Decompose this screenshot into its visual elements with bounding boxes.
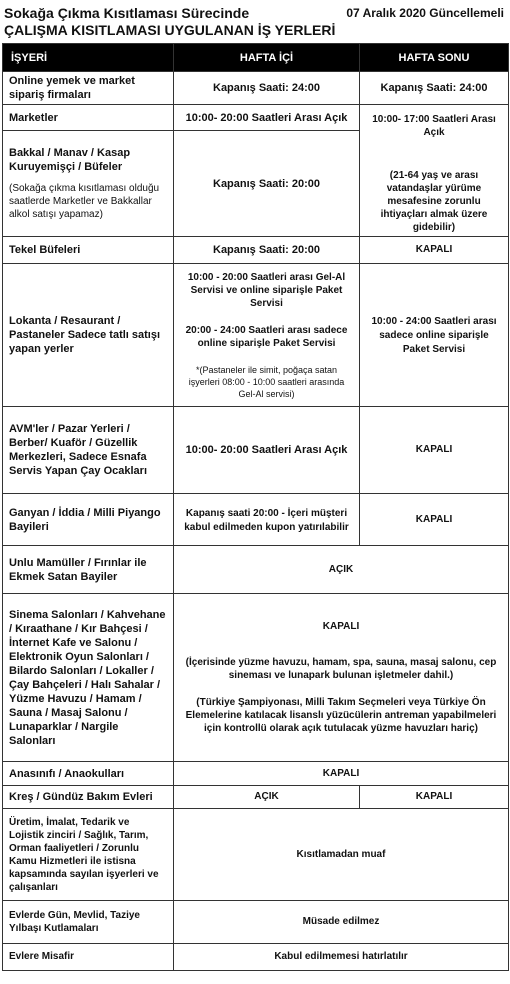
row-category: Tekel Büfeleri [3,237,174,264]
row-both-value: Kabul edilmemesi hatırlatılır [174,944,509,971]
row-category: Online yemek ve market sipariş firmaları [3,72,174,105]
table-row [3,786,509,809]
row-both-value: KAPALI [174,762,509,786]
row-weekend-value [360,105,509,237]
row-category: Kreş / Gündüz Bakım Evleri [3,786,174,809]
row-both-value: Kısıtlamadan muaf [174,809,509,901]
row-both-value [174,594,509,762]
row-category: Unlu Mamüller / Fırınlar ile Ekmek Satan Bayiler [3,546,174,594]
weekday-service-note: *(Pastaneler ile simit, poğaça satan işyerleri 08:00 - 10:00 saatleri arasında Gel-Al servisi) [188,364,345,399]
weekday-ganyan-value: Kapanış saati 20:00 - İçeri müşteri kabul edilmeden kupon yatırılabilir [184,507,349,533]
table-row [3,72,509,105]
row-category-name: Bakkal / Manav / Kasap Kuruyemişçi / Büfeler [9,147,131,174]
table-row [3,944,509,971]
table-row [3,237,509,264]
row-weekend-value: KAPALI [360,407,509,494]
row-category [3,131,174,237]
row-category: Sinema Salonları / Kahvehane / Kıraathane / Kır Bahçesi / İnternet Kafe ve Salonu / Elektronik Oyun Salonları / Bilardo Salonları / Lokaller / Çay Bahçeleri / Halı Sahalar / Yüzme Havuzu / Hamam / Sauna / Masaj Salonu / Lunaparklar / Nargile Salonları [3,594,174,762]
both-note-2: (Türkiye Şampiyonası, Milli Takım Seçmeleri veya Türkiye Ön Elemelerine katılacak lisanslı yüzücülerin antreman yapabilmeleri için kontrollü olarak açık tutulacak yüzme havuzları hariç) [185,697,497,734]
table-row [3,105,509,131]
weekday-service-2: 20:00 - 24:00 Saatleri arası sadece online siparişle Paket Servisi [185,324,348,349]
row-weekday-value [174,264,360,407]
table-row [3,546,509,594]
header-row [3,44,509,72]
row-category: Lokanta / Resaurant / Pastaneler Sadece tatlı satışı yapan yerler [3,264,174,407]
row-category-note: (Sokağa çıkma kısıtlaması olduğu saatlerde Marketler ve Bakkallar alkol satışı yapamaz) [9,183,160,221]
table-row [3,762,509,786]
weekend-market-hours: 10:00- 17:00 Saatleri Arası Açık [372,114,496,138]
row-category: AVM'ler / Pazar Yerleri / Berber/ Kuaför / Güzellik Merkezleri, Sadece Esnafa Servis Yapan Çay Ocakları [3,407,174,494]
column-header-weekend: HAFTA SONU [360,44,509,72]
row-weekend-value: Kapanış Saati: 24:00 [360,72,509,105]
table-row [3,407,509,494]
weekend-service: 10:00 - 24:00 Saatleri arası sadece online siparişle Paket Servisi [371,316,497,355]
weekday-service-1: 10:00 - 20:00 Saatleri arası Gel-Al Servisi ve online siparişle Paket Servisi [187,271,346,309]
table-row [3,264,509,407]
table-row [3,494,509,546]
column-header-weekdays: HAFTA İÇİ [174,44,360,72]
row-weekday-value: 10:00- 20:00 Saatleri Arası Açık [174,105,360,131]
row-category: Evlerde Gün, Mevlid, Taziye Yılbaşı Kutlamaları [3,901,174,944]
page-title-line1: Sokağa Çıkma Kısıtlaması Sürecinde [4,5,250,21]
table-row [3,809,509,901]
both-status: KAPALI [322,621,360,632]
row-weekend-value: KAPALI [360,786,509,809]
row-weekday-value: AÇIK [174,786,360,809]
table-row [3,901,509,944]
row-category: Marketler [3,105,174,131]
row-weekday-value: Kapanış Saati: 20:00 [174,237,360,264]
row-both-value: AÇIK [174,546,509,594]
row-weekend-value [360,264,509,407]
row-category: Üretim, İmalat, Tedarik ve Lojistik zinciri / Sağlık, Tarım, Orman faaliyetleri / Zorunlu Kamu Hizmetleri ile istisna kapsamında sayılan işyerleri ve çalışanları [3,809,174,901]
row-weekend-value: KAPALI [360,237,509,264]
row-both-value: Müsade edilmez [174,901,509,944]
row-weekday-value: 10:00- 20:00 Saatleri Arası Açık [174,407,360,494]
row-category: Ganyan / İddia / Milli Piyango Bayileri [3,494,174,546]
update-date: 07 Aralık 2020 Güncellemeli [346,6,504,20]
row-weekday-value: Kapanış Saati: 20:00 [174,131,360,237]
restrictions-table [2,43,509,971]
both-note-1: (İçerisinde yüzme havuzu, hamam, spa, sauna, masaj salonu, cep sineması ve lunapark bulunan işletmeler dahil.) [185,657,497,681]
table-row [3,594,509,762]
row-weekday-value: Kapanış Saati: 24:00 [174,72,360,105]
row-weekend-value: KAPALI [360,494,509,546]
row-weekday-value [174,494,360,546]
page-title-line2: ÇALIŞMA KISITLAMASI UYGULANAN İŞ YERLERİ [4,22,336,38]
row-category: Evlere Misafir [3,944,174,971]
column-header-workplace: İŞYERİ [3,44,174,72]
row-category: Anasınıfı / Anaokulları [3,762,174,786]
weekend-market-note: (21-64 yaş ve arası vatandaşlar yürüme mesafesine zorunlu ihtiyaçları almak üzere gidebilir) [380,170,488,233]
